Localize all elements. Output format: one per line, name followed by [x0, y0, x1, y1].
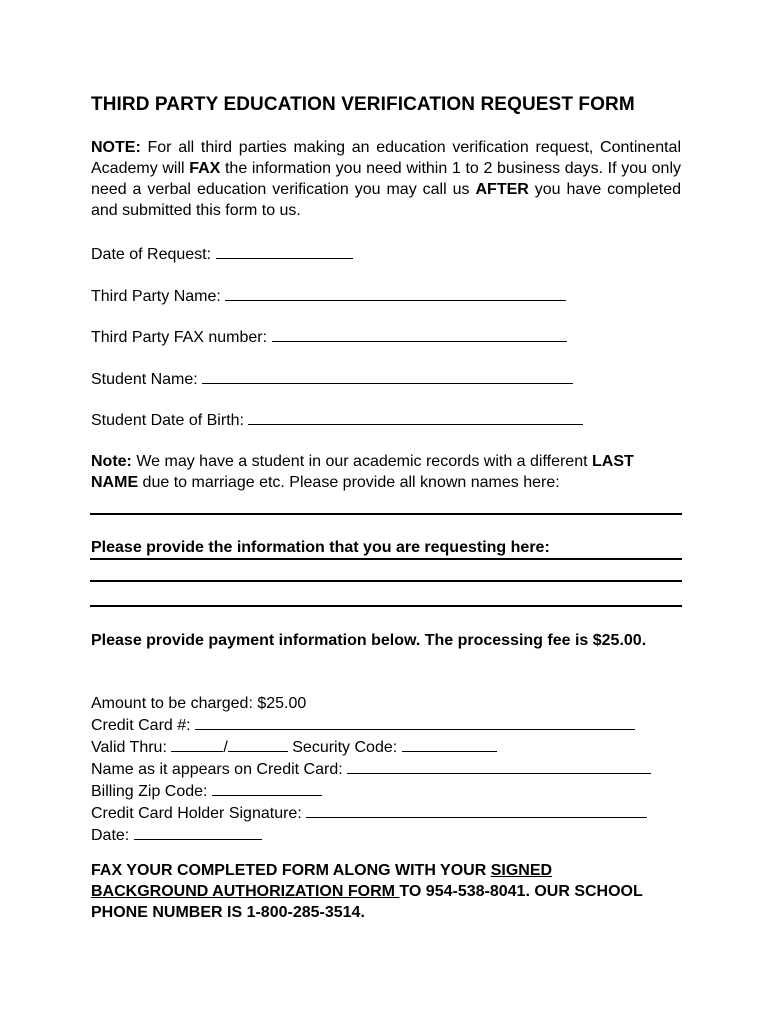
- student-name-row: [91, 368, 573, 390]
- amount-text: Amount to be charged: $25.00: [91, 695, 307, 712]
- names-note-text-2: due to marriage etc. Please provide all known names here:: [138, 474, 560, 491]
- note-text-2: the information you need within 1 to 2 business days. If you only need a verbal education verification you may call us: [91, 160, 682, 198]
- student-dob-blank[interactable]: [248, 409, 583, 425]
- student-name-label: Student Name:: [91, 371, 198, 388]
- intro-note: [91, 137, 681, 221]
- closing-text-1: FAX YOUR COMPLETED FORM ALONG WITH YOUR: [91, 862, 491, 879]
- student-dob-row: [91, 409, 583, 431]
- note-text-1: For all third parties making an education verification request, Continental Academy will: [91, 139, 681, 177]
- closing-text-2: TO 954-538-8041. OUR SCHOOL PHONE NUMBER IS 1-800-285-3514.: [91, 883, 643, 921]
- third-party-name-blank[interactable]: [225, 285, 566, 301]
- names-note-text-1: We may have a student in our academic records with a different: [131, 453, 592, 470]
- known-names-line[interactable]: [90, 513, 682, 515]
- amount-row: [91, 693, 651, 714]
- date-label: Date:: [91, 827, 130, 844]
- note-text-3: you have completed and submitted this form to us.: [91, 181, 681, 219]
- signature-label: Credit Card Holder Signature:: [91, 805, 302, 822]
- name-on-card-row: [91, 758, 651, 780]
- valid-thru-month-blank[interactable]: [171, 736, 223, 752]
- note-label: NOTE:: [91, 139, 141, 156]
- info-request-label: Please provide the information that you are requesting here:: [91, 539, 550, 556]
- signature-row: [91, 802, 651, 824]
- third-party-fax-label: Third Party FAX number:: [91, 329, 268, 346]
- security-code-label: Security Code:: [292, 739, 398, 756]
- date-row: [91, 824, 651, 846]
- payment-fields: [91, 693, 651, 846]
- credit-card-blank[interactable]: [195, 714, 635, 730]
- note-fax-word: FAX: [189, 160, 221, 177]
- date-of-request-label: Date of Request:: [91, 246, 212, 263]
- security-code-blank[interactable]: [402, 736, 497, 752]
- info-request-line-1[interactable]: [90, 558, 682, 560]
- credit-card-row: [91, 714, 651, 736]
- valid-thru-slash: /: [223, 739, 228, 756]
- closing-signed: SIGNED: [490, 862, 553, 879]
- third-party-name-row: [91, 285, 566, 307]
- name-on-card-blank[interactable]: [347, 758, 651, 774]
- billing-zip-row: [91, 780, 651, 802]
- info-request-line-2[interactable]: [90, 580, 682, 582]
- name-on-card-label: Name as it appears on Credit Card:: [91, 761, 343, 778]
- credit-card-label: Credit Card #:: [91, 717, 191, 734]
- closing-instructions: [91, 860, 651, 923]
- names-note-last-name: LAST NAME: [91, 453, 634, 491]
- names-note-label: Note:: [91, 453, 132, 470]
- date-of-request-blank[interactable]: [216, 243, 353, 259]
- signature-blank[interactable]: [306, 802, 647, 818]
- valid-thru-year-blank[interactable]: [228, 736, 288, 752]
- closing-auth-form: BACKGROUND AUTHORIZATION FORM: [91, 883, 400, 900]
- third-party-name-label: Third Party Name:: [91, 288, 221, 305]
- third-party-fax-blank[interactable]: [272, 326, 567, 342]
- date-of-request-row: [91, 243, 353, 265]
- date-blank[interactable]: [134, 824, 262, 840]
- payment-heading: Please provide payment information below. The processing fee is $25.00.: [91, 632, 647, 649]
- note-after-word: AFTER: [475, 181, 529, 198]
- student-dob-label: Student Date of Birth:: [91, 412, 244, 429]
- names-note: [91, 451, 681, 493]
- billing-zip-blank[interactable]: [212, 780, 322, 796]
- third-party-fax-row: [91, 326, 567, 348]
- info-request-line-3[interactable]: [90, 605, 682, 607]
- billing-zip-label: Billing Zip Code:: [91, 783, 208, 800]
- form-title: THIRD PARTY EDUCATION VERIFICATION REQUEST FORM: [91, 94, 635, 115]
- valid-thru-label: Valid Thru:: [91, 739, 167, 756]
- student-name-blank[interactable]: [202, 368, 573, 384]
- valid-thru-row: [91, 736, 651, 758]
